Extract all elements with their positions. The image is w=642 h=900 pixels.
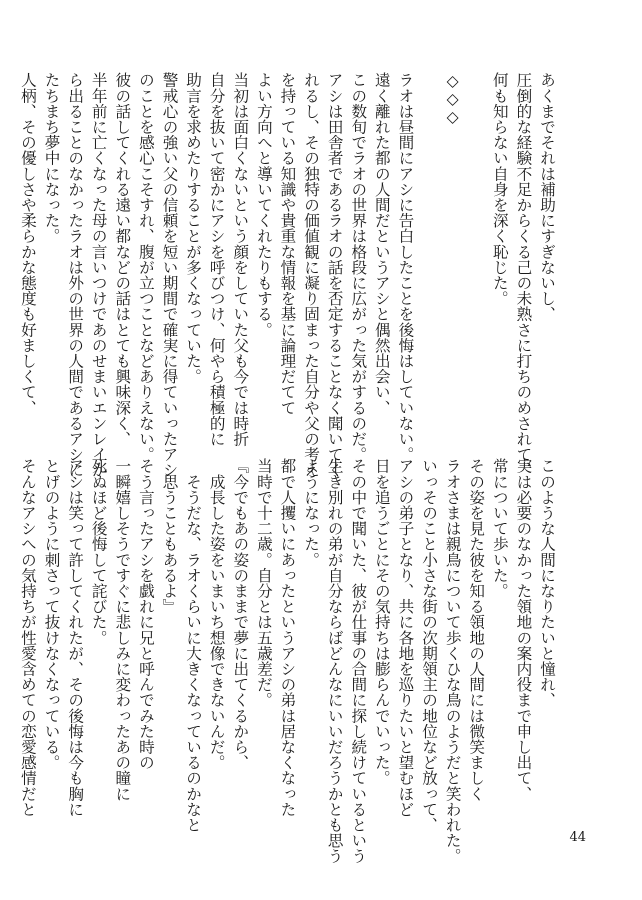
text-line: その中で聞いた、彼が仕事の合間に探し続けているという (349, 458, 368, 864)
text-line: あくまでそれは補助にすぎないし、 (538, 72, 556, 322)
text-line: アシは笑って許してくれたが、その後悔は今も胸に (66, 458, 85, 817)
text-line: 当初は面白くないという顔をしていた父も今では時折 (231, 72, 250, 447)
text-line: ラオは昼間にアシに告白したことを後悔はしていない。 (396, 72, 415, 462)
blank-line (464, 72, 488, 402)
text-line: 圧倒的な経験不足からくる己の未熟さに打ちのめされて、 (514, 72, 533, 478)
text-line: 日を追うごとにその気持ちは膨らんでいった。 (372, 458, 391, 786)
text-line: 常について歩いた。 (490, 458, 509, 599)
text-line: 人柄、その優しさや柔らかな態度も好ましくて、 (18, 72, 37, 416)
text-line: 一瞬嬉しそうですぐに悲しみに変わったあの瞳に (113, 458, 132, 802)
text-line: アシの弟子となり、共に各地を巡りたいと望むほど (396, 458, 415, 817)
text-line: 彼の話してくれる遠い都などの話はとても興味深く、 (113, 72, 132, 447)
text-line: とげのように刺さって抜けなくなっている。 (42, 458, 61, 770)
text-line: そう言ったアシを戯れに兄と呼んでみた時の (136, 458, 155, 770)
text-line: 死ぬほど後悔して詫びた。 (89, 458, 108, 646)
text-line: ラオさまは親鳥について歩くひな鳥のようだと笑われた。 (443, 458, 462, 864)
text-line: このような人間になりたいと憧れ、 (538, 458, 556, 708)
text-line: 生き別れの弟が自分ならばどんなにいいだろうかとも思う (325, 458, 344, 864)
text-line: 半年前に亡くなった母の言いつけであのせまいエンレイか (89, 72, 108, 478)
text-line: 都で人攫いにあったというアシの弟は居なくなった (278, 458, 297, 817)
text-line: れるし、その独特の価値観に凝り固まった自分や父の考え (302, 72, 321, 478)
text-line: その姿を見た彼を知る領地の人間には微笑ましく (467, 458, 486, 802)
text-line: 助言を求めたりすることが多くなっていた。 (184, 72, 203, 384)
text-line: 当時で十二歳。自分とは五歳差だ。 (254, 458, 273, 708)
text-line: 成長した姿をいまいち想像できないんだ。 (207, 458, 226, 770)
text-line: 何も知らない自身を深く恥じた。 (490, 72, 509, 306)
blank-line (416, 72, 440, 402)
text-line: 実は必要のなかった領地の案内役まで申し出て、 (514, 458, 533, 802)
text-line: 警戒心の強い父の信頼を短い期間で確実に得ていったアシ (160, 72, 179, 478)
text-line: いっそのこと小さな街の次期領主の地位など放って、 (420, 458, 439, 833)
text-line: ようになった。 (302, 458, 321, 568)
text-line: この数旬でラオの世界は格段に広がった気がするのだ。 (349, 72, 368, 462)
text-line: 思うこともあるよ』 (160, 458, 179, 614)
upper-text-block (15, 72, 558, 478)
text-line: ら出ることのなかったラオは外の世界の人間であるアシに (66, 72, 85, 478)
text-line: のことを感心こそすれ、腹が立つことなどありえない。 (136, 72, 155, 462)
text-line: 『今でもあの姿のままで夢に出てくるから、 (231, 458, 250, 770)
page-number: 44 (569, 830, 586, 845)
lower-text-block (15, 458, 558, 864)
text-line: 遠く離れた都の人間だというアシと偶然出会い、 (372, 72, 391, 416)
text-line: 自分を抜いて密かにアシを呼びつけ、何やら積極的に (207, 72, 226, 447)
text-line: たちまち夢中になった。 (42, 72, 61, 244)
text-line: アシは田舎者であるラオの話を否定することなく聞いてく (325, 72, 344, 478)
text-line: そんなアシへの気持ちが性愛含めての恋愛感情だと (18, 458, 37, 817)
text-line: そうだな、ラオくらいに大きくなっているのかなと (184, 458, 203, 833)
section-break: ◇◇◇ (443, 72, 462, 126)
text-line: を持っている知識や貴重な情報を基に論理だてて (278, 72, 297, 416)
text-line: よい方向へと導いてくれたりもする。 (254, 72, 273, 338)
